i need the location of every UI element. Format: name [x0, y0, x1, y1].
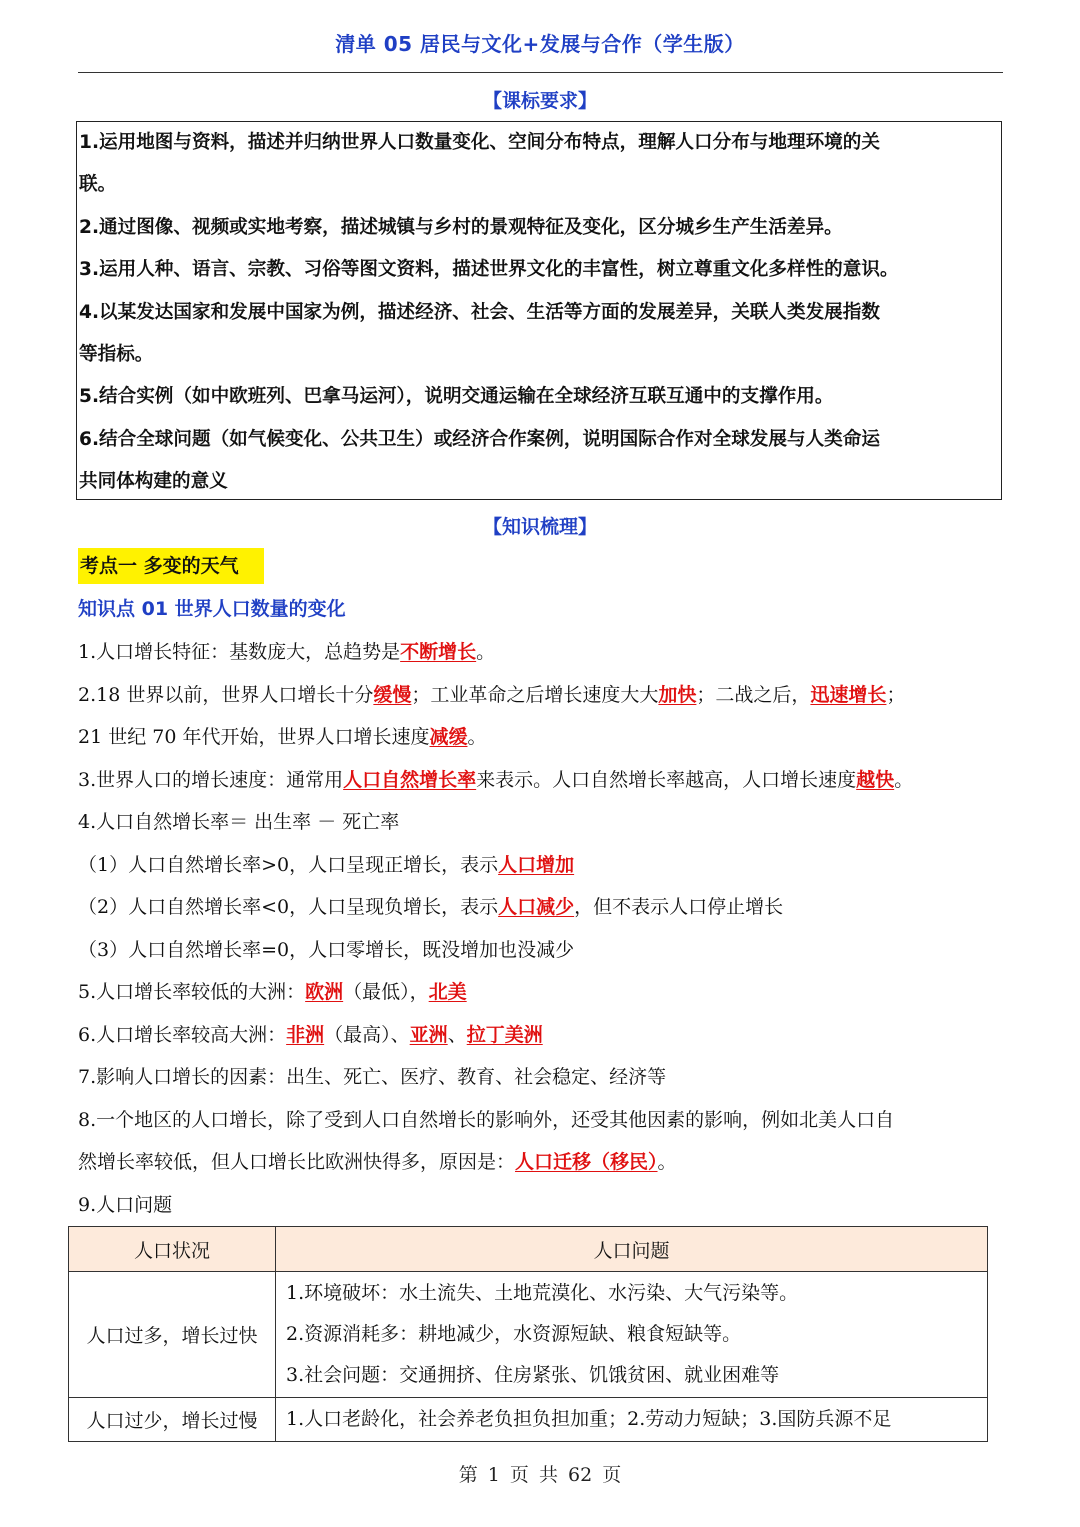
table-row — [69, 1398, 988, 1442]
answer-blank: 人口迁移（移民） — [515, 1151, 658, 1173]
requirement-line: 等指标。 — [79, 344, 154, 366]
text-line: 2.18 世界以前，世界人口增长十分缓慢；工业革命之后增长速度大大加快；二战之后，迅速增长； — [78, 683, 906, 706]
requirement-line: 5.结合实例（如中欧班列、巴拿马运河），说明交通运输在全球经济互联互通中的支撑作用。 — [79, 386, 834, 408]
answer-blank: 人口减少 — [498, 896, 575, 918]
requirement-line: 共同体构建的意义 — [79, 471, 228, 493]
knowledge-point-title: 知识点 01 世界人口数量的变化 — [78, 598, 346, 620]
requirement-line: 2.通过图像、视频或实地考察，描述城镇与乡村的景观特征及变化，区分城乡生产生活差异。 — [79, 216, 843, 238]
answer-blank: 欧洲 — [305, 981, 344, 1003]
header-divider — [78, 72, 1003, 73]
text-line: 然增长率较低，但人口增长比欧洲快得多，原因是：人口迁移（移民）。 — [78, 1151, 677, 1173]
population-problems-table — [68, 1226, 988, 1442]
text-line: （3）人口自然增长率=0，人口零增长，既没增加也没减少 — [78, 938, 575, 961]
problem-item: 3.社会问题：交通拥挤、住房紧张、饥饿贫困、就业困难等 — [286, 1364, 780, 1386]
table-cell-problems — [276, 1272, 988, 1398]
table-cell-status: 人口过少，增长过慢 — [69, 1398, 276, 1442]
text-line: 6.人口增长率较高大洲：非洲（最高）、亚洲、拉丁美洲 — [78, 1023, 543, 1046]
text-line: 4.人口自然增长率＝ 出生率 － 死亡率 — [78, 811, 400, 833]
text-line: （2）人口自然增长率<0，人口呈现负增长，表示人口减少，但不表示人口停止增长 — [78, 896, 784, 918]
answer-blank: 拉丁美洲 — [466, 1023, 543, 1046]
table-header-cell: 人口问题 — [276, 1227, 988, 1272]
text-line: 9.人口问题 — [78, 1193, 173, 1216]
answer-blank: 亚洲 — [409, 1023, 448, 1046]
answer-blank: 缓慢 — [373, 683, 412, 706]
text-line: （1）人口自然增长率>0，人口呈现正增长，表示人口增加 — [78, 853, 575, 876]
table-row — [69, 1272, 988, 1398]
requirements-box — [76, 121, 1002, 500]
answer-blank: 越快 — [856, 768, 895, 791]
requirement-line: 3.运用人种、语言、宗教、习俗等图文资料，描述世界文化的丰富性，树立尊重文化多样性的意识。 — [79, 259, 899, 281]
problem-item: 2.资源消耗多：耕地减少，水资源短缺、粮食短缺等。 — [286, 1323, 742, 1345]
text-line: 7.影响人口增长的因素：出生、死亡、医疗、教育、社会稳定、经济等 — [78, 1066, 667, 1088]
answer-blank: 人口自然增长率 — [343, 768, 477, 791]
problem-item: 1.环境破坏：水土流失、土地荒漠化、水污染、大气污染等。 — [286, 1282, 799, 1304]
requirement-line: 4.以某发达国家和发展中国家为例，描述经济、社会、生活等方面的发展差异，关联人类发展指数 — [79, 301, 880, 323]
topic-highlight: 考点一 多变的天气 — [78, 548, 264, 584]
table-cell-status: 人口过多，增长过快 — [69, 1272, 276, 1398]
table-header-row — [69, 1227, 988, 1272]
answer-blank: 减缓 — [429, 726, 468, 748]
page-footer: 第 1 页 共 62 页 — [458, 1464, 622, 1486]
answer-blank: 加快 — [658, 683, 697, 706]
knowledge-title: 【知识梳理】 — [482, 516, 597, 538]
document-header-title: 清单 05 居民与文化+发展与合作（学生版） — [335, 32, 745, 56]
answer-blank: 人口增加 — [498, 853, 575, 876]
table-header-cell: 人口状况 — [69, 1227, 276, 1272]
text-line: 3.世界人口的增长速度：通常用人口自然增长率来表示。人口自然增长率越高，人口增长速度越快。 — [78, 768, 914, 791]
problem-item: 1.人口老龄化，社会养老负担负担加重；2.劳动力短缺；3.国防兵源不足 — [286, 1408, 892, 1430]
knowledge-body — [78, 631, 1008, 1226]
requirement-line: 联。 — [79, 174, 117, 196]
table-cell-problems — [276, 1398, 988, 1442]
requirement-line: 1.运用地图与资料，描述并归纳世界人口数量变化、空间分布特点，理解人口分布与地理环境的关 — [79, 132, 880, 153]
answer-blank: 非洲 — [286, 1023, 325, 1046]
text-line: 8.一个地区的人口增长，除了受到人口自然增长的影响外，还受其他因素的影响，例如北美人口自 — [78, 1108, 895, 1131]
text-line: 1.人口增长特征：基数庞大，总趋势是不断增长。 — [78, 641, 496, 663]
answer-blank: 北美 — [428, 981, 467, 1003]
text-line: 21 世纪 70 年代开始，世界人口增长速度减缓。 — [78, 726, 487, 748]
requirement-line: 6.结合全球问题（如气候变化、公共卫生）或经济合作案例，说明国际合作对全球发展与人类命运 — [79, 428, 880, 450]
text-line: 5.人口增长率较低的大洲：欧洲（最低），北美 — [78, 981, 467, 1003]
answer-blank: 不断增长 — [400, 641, 477, 663]
answer-blank: 迅速增长 — [810, 683, 887, 706]
requirements-title: 【课标要求】 — [482, 90, 597, 112]
